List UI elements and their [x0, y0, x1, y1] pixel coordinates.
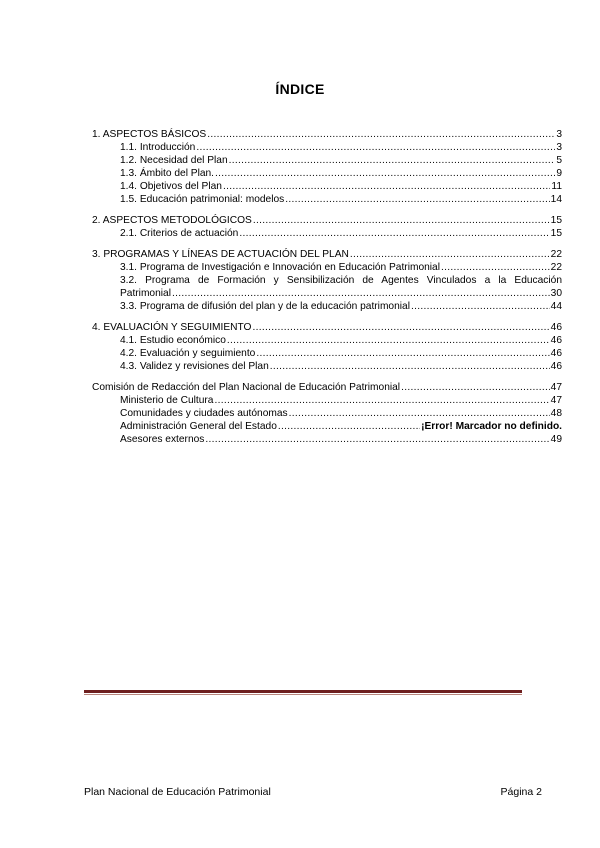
toc-label: 3.3. Programa de difusión del plan y de la educación patrimonial [120, 301, 410, 312]
toc-leader [285, 193, 549, 206]
toc-entry-comision[interactable] [92, 381, 562, 394]
toc-label: Comunidades y ciudades autónomas [120, 408, 288, 419]
toc-page: 46 [550, 335, 562, 346]
toc-entry-administracion[interactable] [92, 420, 562, 433]
toc-leader [229, 154, 556, 167]
toc-label: 1.1. Introducción [120, 142, 196, 153]
toc-entry-1-4[interactable] [92, 180, 562, 193]
footer-divider [84, 690, 522, 693]
toc-page: 22 [550, 249, 562, 260]
toc-leader [350, 248, 550, 261]
toc-leader [278, 420, 420, 433]
toc-leader [214, 394, 549, 407]
toc-label: 1.2. Necesidad del Plan [120, 155, 228, 166]
toc-entry-4-2[interactable] [92, 347, 562, 360]
toc-page: 3 [556, 142, 562, 153]
toc-page: 47 [550, 395, 562, 406]
toc-error-text: ¡Error! Marcador no definido. [421, 421, 562, 432]
toc-entry-4-3[interactable] [92, 360, 562, 373]
toc-page: 46 [550, 361, 562, 372]
toc-leader [253, 214, 550, 227]
toc-entry-4-1[interactable] [92, 334, 562, 347]
toc-page: 30 [550, 288, 562, 299]
footer-divider-shadow [84, 694, 522, 695]
toc-label: Comisión de Redacción del Plan Nacional de Educación Patrimonial [92, 382, 401, 393]
toc-label: 1.4. Objetivos del Plan [120, 181, 222, 192]
toc-label: 3.1. Programa de Investigación e Innovación en Educación Patrimonial [120, 262, 440, 273]
toc-page: 5 [556, 155, 562, 166]
toc-entry-ministerio[interactable] [92, 394, 562, 407]
toc-page: 44 [550, 301, 562, 312]
toc-page: 46 [550, 348, 562, 359]
toc-entry-1-1[interactable] [92, 141, 562, 154]
toc-entry-3[interactable] [92, 248, 562, 261]
toc-page: 48 [550, 408, 562, 419]
toc-leader [411, 300, 550, 313]
toc-label: 3.2. Programa de Formación y Sensibilización de Agentes Vinculados a la Educación [120, 275, 562, 286]
toc-leader [401, 381, 550, 394]
toc-entry-3-2[interactable] [92, 274, 562, 300]
toc-page: 47 [550, 382, 562, 393]
table-of-contents [92, 128, 562, 446]
toc-label: 4.3. Validez y revisiones del Plan [120, 361, 269, 372]
toc-page: 14 [550, 194, 562, 205]
toc-leader [205, 433, 549, 446]
toc-label: Asesores externos [120, 434, 205, 445]
toc-label: 1. ASPECTOS BÁSICOS [92, 129, 207, 140]
toc-label: 4. EVALUACIÓN Y SEGUIMIENTO [92, 322, 252, 333]
toc-page: 9 [556, 168, 562, 179]
toc-page: 22 [550, 262, 562, 273]
toc-leader [239, 227, 549, 240]
toc-leader [223, 180, 550, 193]
toc-label: 2. ASPECTOS METODOLÓGICOS [92, 215, 252, 226]
toc-leader [270, 360, 550, 373]
toc-leader [256, 347, 549, 360]
toc-leader [172, 287, 550, 300]
page-title: ÍNDICE [275, 81, 325, 97]
toc-page: 11 [551, 181, 562, 192]
toc-leader [252, 321, 549, 334]
footer-page-number: Página 2 [500, 786, 542, 798]
toc-leader [196, 141, 555, 154]
toc-label: 3. PROGRAMAS Y LÍNEAS DE ACTUACIÓN DEL PLAN [92, 249, 349, 260]
toc-label: 4.1. Estudio económico [120, 335, 226, 346]
footer-document-title: Plan Nacional de Educación Patrimonial [84, 786, 271, 798]
toc-entry-comunidades[interactable] [92, 407, 562, 420]
toc-entry-asesores[interactable] [92, 433, 562, 446]
toc-entry-2[interactable] [92, 214, 562, 227]
toc-entry-2-1[interactable] [92, 227, 562, 240]
toc-label: Administración General del Estado [120, 421, 277, 432]
toc-entry-1-3[interactable] [92, 167, 562, 180]
toc-leader [207, 128, 555, 141]
toc-leader [289, 407, 550, 420]
toc-entry-4[interactable] [92, 321, 562, 334]
toc-entry-1-5[interactable] [92, 193, 562, 206]
toc-label: 2.1. Criterios de actuación [120, 228, 239, 239]
toc-label: 4.2. Evaluación y seguimiento [120, 348, 256, 359]
toc-leader [227, 334, 550, 347]
toc-label-continued: Patrimonial [120, 288, 171, 299]
toc-label: 1.3. Ámbito del Plan. [120, 168, 215, 179]
toc-entry-3-1[interactable] [92, 261, 562, 274]
toc-page: 49 [550, 434, 562, 445]
toc-page: 46 [550, 322, 562, 333]
toc-label: Ministerio de Cultura [120, 395, 214, 406]
toc-page: 15 [550, 228, 562, 239]
toc-entry-1[interactable] [92, 128, 562, 141]
toc-leader [215, 167, 555, 180]
toc-page: 3 [556, 129, 562, 140]
toc-entry-3-3[interactable] [92, 300, 562, 313]
toc-leader [441, 261, 550, 274]
toc-label: 1.5. Educación patrimonial: modelos [120, 194, 285, 205]
toc-entry-1-2[interactable] [92, 154, 562, 167]
toc-page: 15 [550, 215, 562, 226]
